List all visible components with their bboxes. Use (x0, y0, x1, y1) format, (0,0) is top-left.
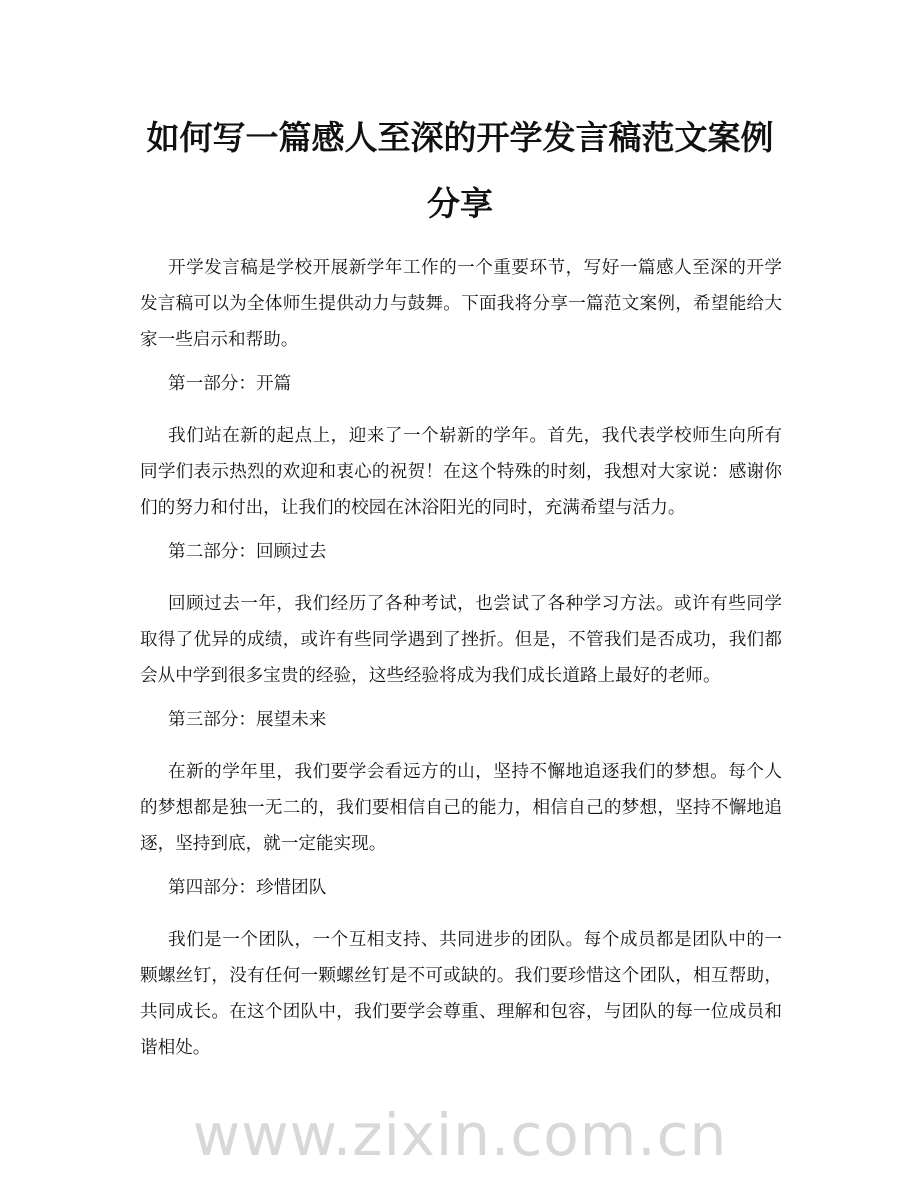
text-line: 取得了优异的成绩，或许有些同学遇到了挫折。但是，不管我们是否成功，我们都 (140, 630, 782, 650)
text-line: 我们是一个团队，一个互相支持、共同进步的团队。每个成员都是团队中的一 (168, 930, 782, 950)
text-line: 谐相处。 (140, 1038, 211, 1058)
section-heading (140, 366, 782, 402)
section-heading (140, 870, 782, 906)
document-body (140, 250, 782, 1074)
watermark: www.zixin.com.cn (192, 1101, 728, 1169)
text-line: 颗螺丝钉，没有任何一颗螺丝钉是不可或缺的。我们要珍惜这个团队，相互帮助， (140, 966, 782, 986)
paragraph (140, 418, 782, 526)
text-line: 们的努力和付出，让我们的校园在沐浴阳光的同时，充满希望与活力。 (140, 498, 686, 518)
text-line: 发言稿可以为全体师生提供动力与鼓舞。下面我将分享一篇范文案例，希望能给大 (140, 294, 782, 314)
text-line: 开学发言稿是学校开展新学年工作的一个重要环节，写好一篇感人至深的开学 (168, 258, 782, 278)
text-line: 第三部分：展望未来 (168, 710, 327, 730)
text-line: 第二部分：回顾过去 (168, 542, 327, 562)
paragraph (140, 250, 782, 358)
text-line: 家一些启示和帮助。 (140, 330, 299, 350)
text-line: 逐，坚持到底，就一定能实现。 (140, 834, 387, 854)
text-line: 在新的学年里，我们要学会看远方的山，坚持不懈地追逐我们的梦想。每个人 (168, 762, 782, 782)
text-line: 回顾过去一年，我们经历了各种考试，也尝试了各种学习方法。或许有些同学 (168, 594, 782, 614)
text-line: 会从中学到很多宝贵的经验，这些经验将成为我们成长道路上最好的老师。 (140, 666, 721, 686)
title-line: 如何写一篇感人至深的开学发言稿范文案例 (146, 118, 774, 157)
title-line: 分享 (427, 184, 493, 223)
document-title (0, 105, 920, 237)
section-heading (140, 534, 782, 570)
text-line: 同学们表示热烈的欢迎和衷心的祝贺！在这个特殊的时刻，我想对大家说：感谢你 (140, 462, 782, 482)
text-line: 第四部分：珍惜团队 (168, 878, 327, 898)
section-heading (140, 702, 782, 738)
text-line: 我们站在新的起点上，迎来了一个崭新的学年。首先，我代表学校师生向所有 (168, 426, 782, 446)
paragraph (140, 754, 782, 862)
paragraph (140, 922, 782, 1066)
text-line: 共同成长。在这个团队中，我们要学会尊重、理解和包容，与团队的每一位成员和 (140, 1002, 782, 1022)
text-line: 第一部分：开篇 (168, 374, 292, 394)
text-line: 的梦想都是独一无二的，我们要相信自己的能力，相信自己的梦想，坚持不懈地追 (140, 798, 782, 818)
paragraph (140, 586, 782, 694)
